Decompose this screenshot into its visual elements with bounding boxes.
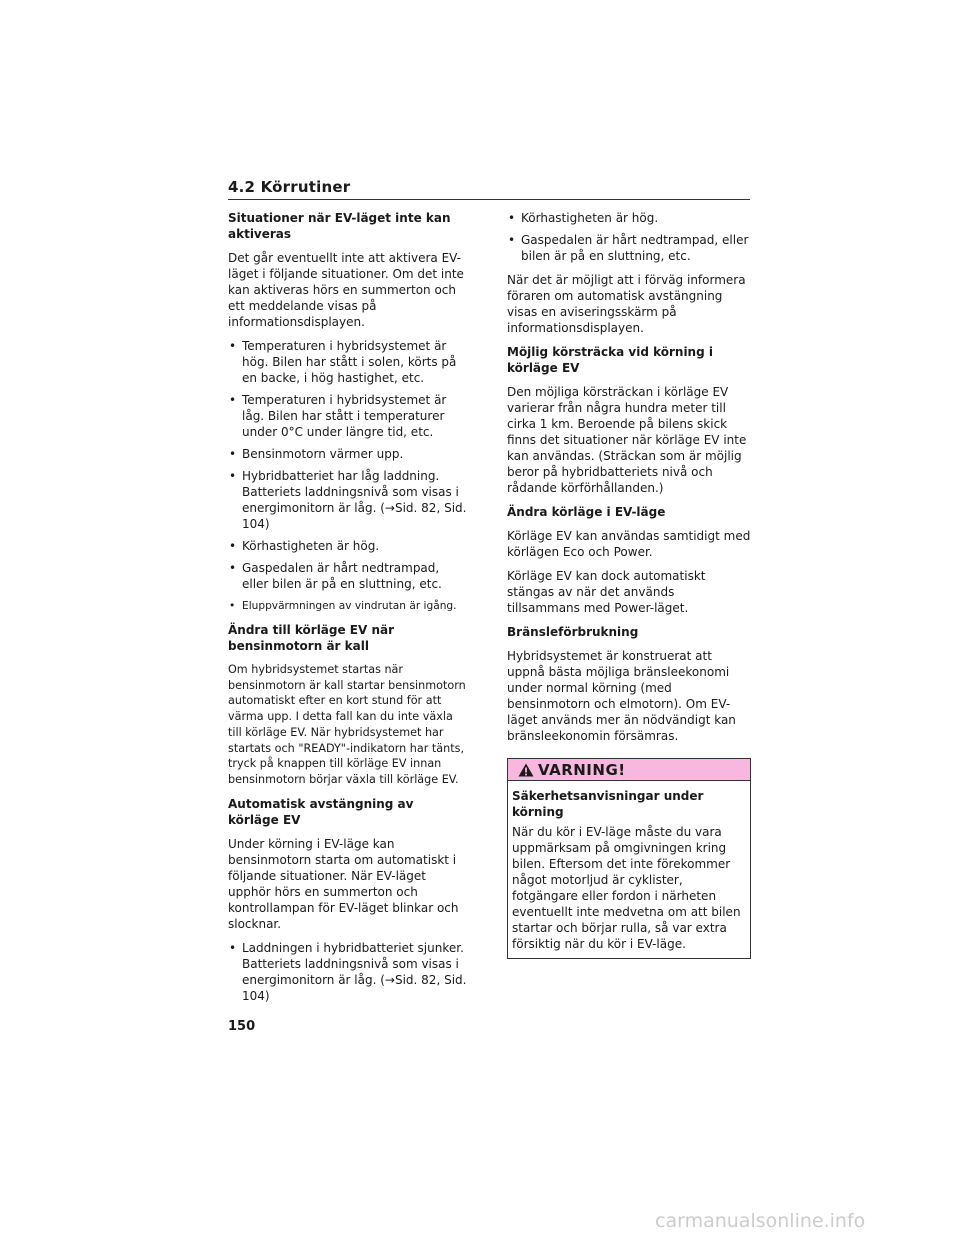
heading-change-drive-mode: Ändra körläge i EV-läge [507, 505, 666, 519]
paragraph-notification: När det är möjligt att i förväg informera föraren om automatisk avstängning visas en aviseringsskärm på informationsdisplayen. [507, 273, 746, 335]
list-item: • Temperaturen i hybridsystemet är låg. Bilen har stått i temperaturer under 0°C under längre tid, etc. [229, 393, 447, 439]
heading-fuel-consumption: Bränsleförbrukning [507, 625, 639, 639]
warning-box [507, 758, 751, 959]
list-item: • Temperaturen i hybridsystemet är hög. Bilen har stått i solen, körts på en backe, i hög hastighet, etc. [229, 339, 457, 385]
list-item: • Hybridbatteriet har låg laddning. Batteriets laddningsnivå som visas i energimonitorn är låg. (→Sid. 82, Sid. 104) [229, 469, 467, 531]
list-item: • Eluppvärmningen av vindrutan är igång. [229, 600, 457, 612]
heading-cold-engine: Ändra till körläge EV när bensinmotorn är kall [228, 623, 395, 653]
paragraph-drive-mode-combo: Körläge EV kan användas samtidigt med körlägen Eco och Power. [507, 529, 751, 559]
warning-text: När du kör i EV-läge måste du vara uppmärksam på omgivningen kring bilen. Eftersom det inte förekommer något motorljud är cyklister, fotgängare eller fordon i närheten eventuellt inte medvetna om att bilen startar och börjar rulla, så var extra försiktig när du kör i EV-läge. [512, 825, 741, 951]
page-number: 150 [228, 1019, 256, 1034]
watermark: carmanualsonline.info [655, 1210, 866, 1232]
paragraph-fuel-consumption: Hybridsystemet är konstruerat att uppnå bästa möjliga bränsleekonomi under normal körning (med bensinmotorn och elmotorn). Om EV-läget används mer än nödvändigt kan bränsleekonomin försämras. [507, 649, 736, 743]
list-item: • Bensinmotorn värmer upp. [229, 447, 404, 461]
left-column [228, 210, 468, 1012]
right-column [507, 210, 751, 959]
list-item: • Körhastigheten är hög. [229, 539, 380, 553]
list-item: • Gaspedalen är hårt nedtrampad, eller bilen är på en sluttning, etc. [229, 561, 442, 591]
paragraph-auto-shutdown: Under körning i EV-läge kan bensinmotorn starta om automatiskt i följande situationer. När EV-läget upphör hörs en summerton och kontrollampan för EV-läget blinkar och slocknar. [228, 836, 459, 931]
section-header [228, 178, 750, 200]
warning-label: VARNING! [538, 760, 626, 779]
warning-heading: Säkerhetsanvisningar under körning [512, 789, 704, 819]
bullet-list-ev-conditions [228, 338, 468, 614]
heading-possible-range: Möjlig körsträcka vid körning i körläge EV [507, 345, 713, 375]
warning-body [508, 781, 750, 958]
warning-title-bar [508, 759, 750, 781]
paragraph-cold-engine: Om hybridsystemet startas när bensinmotorn är kall startar bensinmotorn automatiskt efter en kort stund för att värma upp. I detta fall kan du inte växla till körläge EV. När hybridsystemet har startats och "READY"-indikatorn har tänts, tryck på knappen till körläge EV innan bensinmotorn börjar växla till körläge EV. [228, 663, 466, 786]
paragraph-ev-not-activated: Det går eventuellt inte att aktivera EV-läget i följande situationer. Om det inte kan aktiveras hörs en summerton och ett meddelande visas på informationsdisplayen. [228, 251, 464, 329]
list-item: • Körhastigheten är hög. [508, 211, 659, 225]
list-item: • Gaspedalen är hårt nedtrampad, eller bilen är på en sluttning, etc. [508, 233, 749, 263]
section-title: 4.2 Körrutiner [228, 178, 351, 196]
paragraph-power-mode: Körläge EV kan dock automatiskt stängas av när det används tillsammans med Power-läget. [507, 569, 706, 615]
bullet-list-shutdown-continued [507, 210, 751, 264]
heading-ev-not-activated: Situationer när EV-läget inte kan aktiveras [228, 211, 451, 241]
heading-auto-shutdown: Automatisk avstängning av körläge EV [228, 796, 414, 827]
paragraph-possible-range: Den möjliga körsträckan i körläge EV varierar från några hundra meter till cirka 1 km. Beroende på bilens skick finns det situationer när körläge EV inte kan användas. (Sträckan som är möjlig beror på hybridbatteriets nivå och rådande körförhållanden.) [507, 385, 747, 495]
bullet-list-shutdown [228, 940, 468, 1004]
warning-triangle-icon [518, 763, 534, 777]
list-item: • Laddningen i hybridbatteriet sjunker. Batteriets laddningsnivå som visas i energimonitorn är låg. (→Sid. 82, Sid. 104) [229, 940, 467, 1003]
